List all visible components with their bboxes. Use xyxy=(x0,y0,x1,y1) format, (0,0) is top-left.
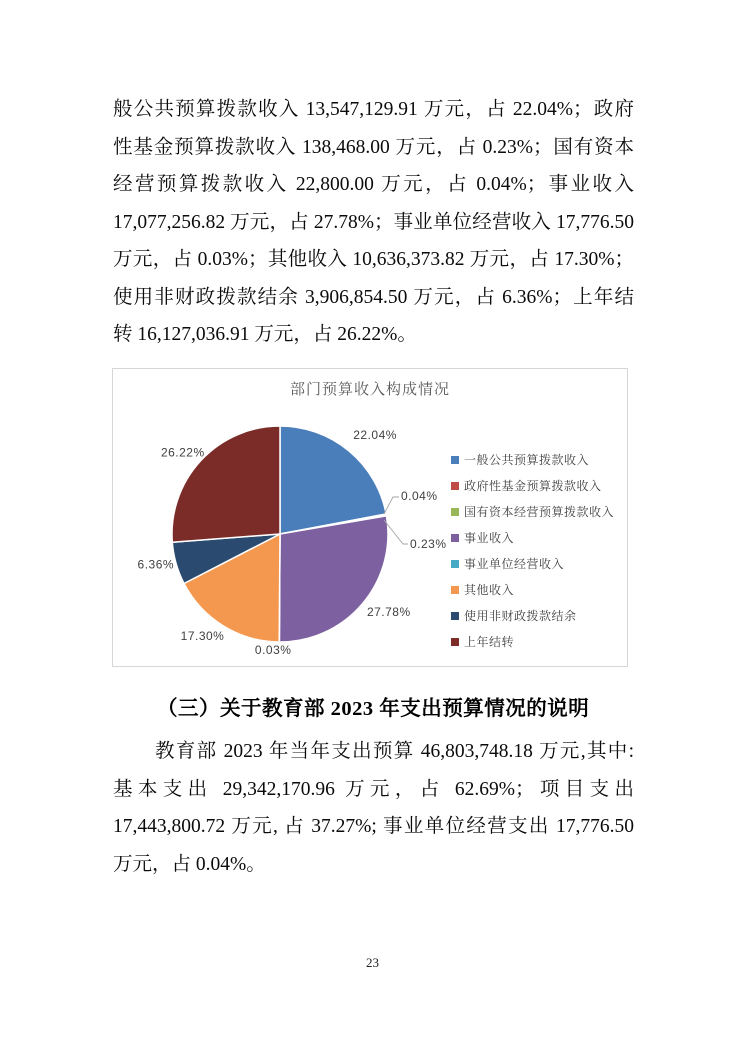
legend-swatch-icon xyxy=(451,456,459,464)
chart-legend xyxy=(451,451,614,650)
legend-swatch-icon xyxy=(451,534,459,542)
legend-swatch-icon xyxy=(451,482,459,490)
body-text-line: 17,443,800.72 万元, 占 37.27%; 事业单位经营支出 17,776.50 xyxy=(113,816,634,837)
legend-label: 一般公共预算拨款收入 xyxy=(464,453,590,467)
pie-data-label: 6.36% xyxy=(137,557,175,572)
legend-item xyxy=(451,581,614,598)
body-text-line: 教育部 2023 年当年支出预算 46,803,748.18 万元,其中: xyxy=(155,741,634,762)
pie-slice xyxy=(172,426,280,542)
income-paragraph xyxy=(113,91,634,354)
page-number: 23 xyxy=(366,955,379,970)
legend-swatch-icon xyxy=(451,586,459,594)
body-text-line: 基本支出 29,342,170.96 万元，占 62.69%；项目支出 xyxy=(113,778,634,800)
legend-item xyxy=(451,633,614,650)
body-text-line: 使用非财政拨款结余 3,906,854.50 万元，占 6.36%；上年结 xyxy=(113,286,634,308)
body-text-line: 17,077,256.82 万元，占 27.78%；事业单位经营收入 17,776.50 xyxy=(113,211,634,233)
legend-item xyxy=(451,503,614,520)
legend-swatch-icon xyxy=(451,560,459,568)
legend-swatch-icon xyxy=(451,508,459,516)
income-composition-chart xyxy=(112,368,628,667)
body-text-line: 转 16,127,036.91 万元，占 26.22%。 xyxy=(113,324,417,345)
legend-label: 事业收入 xyxy=(464,531,515,545)
chart-title: 部门预算收入构成情况 xyxy=(289,381,450,398)
legend-label: 政府性基金预算拨款收入 xyxy=(464,479,602,493)
section-heading: （三）关于教育部 2023 年支出预算情况的说明 xyxy=(157,698,590,720)
legend-label: 其他收入 xyxy=(464,583,515,597)
body-text-line: 万元，占 0.03%；其他收入 10,636,373.82 万元，占 17.30%； xyxy=(113,249,634,270)
legend-swatch-icon xyxy=(451,638,459,646)
legend-item xyxy=(451,477,614,494)
legend-item xyxy=(451,451,614,468)
pie-data-label: 26.22% xyxy=(160,445,205,460)
pie-data-label: 27.78% xyxy=(366,605,411,620)
pie-data-label: 0.23% xyxy=(410,537,447,551)
body-text-line: 万元，占 0.04%。 xyxy=(113,853,266,875)
legend-label: 上年结转 xyxy=(464,635,515,649)
pie-data-label: 17.30% xyxy=(180,629,225,644)
pie-data-label: 22.04% xyxy=(353,428,397,443)
pie-slice xyxy=(279,516,388,642)
legend-label: 使用非财政拨款结余 xyxy=(464,609,577,623)
legend-swatch-icon xyxy=(451,612,459,620)
pie-data-label: 0.03% xyxy=(254,643,292,657)
legend-item xyxy=(451,607,614,624)
legend-item xyxy=(451,529,614,546)
pie-data-label: 0.04% xyxy=(401,489,438,503)
expenditure-paragraph xyxy=(113,733,634,883)
legend-label: 国有资本经营预算拨款收入 xyxy=(464,505,615,519)
body-text-line: 经营预算拨款收入 22,800.00 万元，占 0.04%；事业收入 xyxy=(113,174,634,195)
legend-label: 事业单位经营收入 xyxy=(464,557,565,571)
legend-item xyxy=(451,555,614,572)
body-text-line: 般公共预算拨款收入 13,547,129.91 万元，占 22.04%；政府 xyxy=(113,99,634,120)
body-text-line: 性基金预算拨款收入 138,468.00 万元，占 0.23%；国有资本 xyxy=(113,136,634,158)
